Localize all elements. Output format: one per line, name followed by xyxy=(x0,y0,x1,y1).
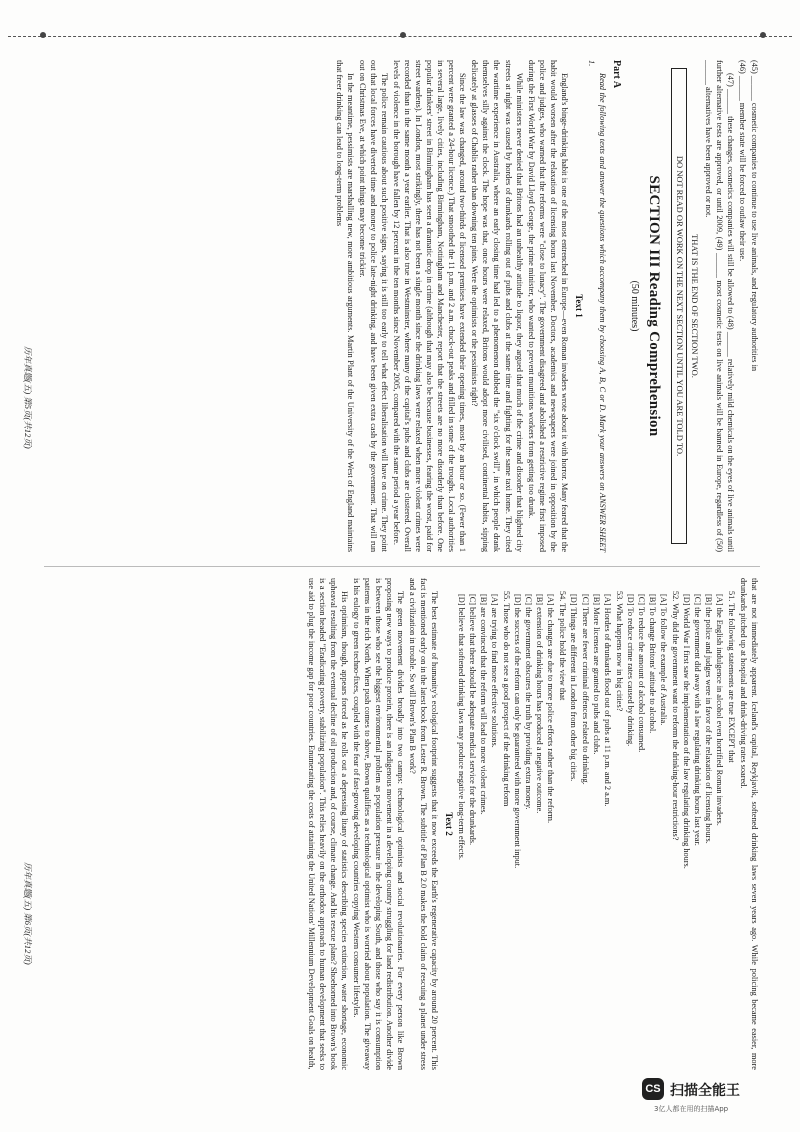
question-51-option: [C] the government did away with a law regulating drinking hours last year. xyxy=(692,594,702,846)
part-title: Part A xyxy=(611,60,623,89)
scanner-app-name: 扫描全能王 xyxy=(670,1083,740,1099)
question-55-option: [A] are trying to find more effective solutions. xyxy=(490,594,500,748)
question-55-option: [D] believe that softened drinking laws may produce negative long-term effects. xyxy=(457,594,467,860)
question-52-option: [A] To follow the example of Australia. xyxy=(658,594,668,726)
text-2-paragraph: The best estimate of humanity's ecological footprint suggests that it now exceeds the Earth's regenerative capacity by around 20 percent. This fact is mentioned early on in the latest book from Lester R. Brown. The subtitle of Plan B 2.0 makes the bold claim of rescuing a planet under stress and a civilization in trouble. So will Brown's Plan B work? xyxy=(408,578,440,1070)
end-of-section-notice: THAT IS THE END OF SECTION TWO. xyxy=(689,234,700,378)
section-title: SECTION III Reading Comprehension xyxy=(646,175,663,437)
instructions: Read the following texts and answer the questions which accompany them by choosing A, B, C or D. Mark your answers on ANSWER SHEET 1. xyxy=(586,60,607,552)
question-53-option: [B] More licenses are granted to pubs and clubs. xyxy=(591,594,601,755)
question-52-option: [B] To change Britons' attitude to alcohol. xyxy=(647,594,657,734)
text-1-paragraph: In the meantime, pessimists are marshalling new, more ambitious arguments. Martin Plant of the University of the West of England maintains that freer drinking can lead to long-term problems xyxy=(335,60,356,552)
question-51: 51. The following statements are true EXCEPT that xyxy=(726,591,736,763)
question-54: 54. The police hold the view that xyxy=(558,591,568,701)
section-time: (50 minutes) xyxy=(629,280,641,332)
do-not-read-notice: DO NOT READ OR WORK ON THE NEXT SECTION UNTIL YOU ARE TOLD TO. xyxy=(671,68,686,544)
question-53-option: [C] There are fewer criminal offences related to drinking. xyxy=(580,594,590,785)
text-1-paragraph: Since the law was changed, around two-thirds of licensed premises have extended their opening times, most by an hour or so. (Fewer than 1 percent were granted a 24-hour licence.) That smoothed the 11 p.m. and 2 a.m. chuck-out peaks and filled in some of the troughs. Local authorities in several large, lively cities, including Birmingham, Nottingham and Manchester, report that the streets are no more disorderly than before. One popular drinkers' street in Birmingham has seen a dramatic drop in crime (although that may also be because businesses, fearing the worst, paid for street wardens). In London, most strikingly, there has not been a single month since the drinking laws were relaxed when more violent crimes were recorded than in the same month a year earlier. That is also true in Westminster, where many of the capital's pubs and clubs are clustered. Overall levels of violence in the borough have fallen by 12 percent in the ten months since November 2005, compared with the same period a year before. xyxy=(392,60,468,552)
question-53-option: [D] Things are different in London from other big cities. xyxy=(569,594,579,782)
text-2-paragraph: The green movement divides broadly into two camps: technological optimists and social revolutionaries. For every person like Brown proposing new ways to produce protein, there is an indigenous movement in a developing country struggling for land redistribution. Another divide is between those who see the biggest environmental problem as population pressure in the developing South, and those who say it is consumption patterns in the rich North. When push comes to shove, Brown qualifies as a technological optimist who is worried about population. The giveaway is his eulogy to green techno-fixes, coupled with the fear of fast-growing developing countries copying Western consumer lifestyles. xyxy=(351,578,406,1070)
question-52: 52. Why did the government want to reform the drinking-hour restrictions? xyxy=(670,591,680,841)
text-2-paragraph: His optimism, though, appears forced as he rolls out a depressing litany of statistics describing species extinction, water shortage, economic upheaval resulting from the eventual decline of oil production and, of course, climate change. And his rescue plans? Shoehorned into Brown's book is a section headed "Eradicating poverty, stabilizing population". This relies heavily on the orthodox approach to human development that seeks to use aid to plug the income gap for poor countries. Enumerating the costs of attaining the United Nations' Millennium Development Goals on health, xyxy=(306,578,349,1070)
scanner-tagline: 3亿人都在用的扫描App xyxy=(654,1105,729,1113)
question-52-option: [D] To reduce crime rates caused by drinking. xyxy=(625,594,635,747)
text-1-continuation: that are not immediately apparent. Iceland's capital, Reykjavik, softened drinking laws seven years ago. While policing became easier, more drunkards pitched up at hospital and drink-driving rates soared. xyxy=(738,578,759,1070)
question-55-option: [C] believe that there should be adequate medical service for the drunkards. xyxy=(468,594,478,846)
scanner-watermark xyxy=(642,1078,782,1114)
question-52-option: [C] To reduce the amount of alcohol consumed. xyxy=(636,594,646,753)
cloze-item-45: (45) ______ cosmetic companies to continue to use live animals, and regulatory authorities in xyxy=(750,60,759,372)
question-54-option: [B] extension of drinking hours has produced a negative outcome. xyxy=(535,594,545,814)
question-51-option: [A] the English indulgence in alcohol even horrified Roman invaders. xyxy=(714,594,724,826)
page-footer-left: 历年真题(五) 第5页(共12页) xyxy=(23,346,33,449)
question-53: 53. What happens now in big cities? xyxy=(614,591,624,712)
text-1-paragraph: The police remain cautious about such positive signs, saying it is still too early to tell what effect liberalisation will have on crime. They point out that local forces have diverted time and money to police late-night drinking, and have been given extra cash by the government. That will run out on Christmas Eve, at which point things may become trickier. xyxy=(358,60,390,552)
question-51-option: [D] World War I first saw the implementation of the law regulating drinking hours. xyxy=(681,594,691,869)
question-54-option: [C] the government obscures the truth by providing extra money. xyxy=(524,594,534,810)
text-2-title: Text 2 xyxy=(444,812,455,836)
text-1-title: Text 1 xyxy=(573,294,584,318)
camscanner-logo-icon: CS xyxy=(642,1078,664,1100)
page-footer-right: 历年真题(五) 第6页(共12页) xyxy=(23,862,33,965)
text-1-paragraph: While ministers never denied that Britons had an unhealthy attitude to liquor, they argued that much of the crime and disorder that blighted city streets at night was caused by hordes of drunkards rolling out of pubs and clubs at the same time and fighting for the same taxi home. They cited the wartime experience in Australia, where an early closing time had led to a phenomenon dubbed the "six o'clock swill", in which people drank themselves silly against the clock. The hope was that, once hours were relaxed, Britons would adopt more civilised, continental habits, sipping delicately at glasses of Chablis rather than downing ten pints. Were the optimists or the pessimists right? xyxy=(470,60,524,552)
cloze-item-47-50: (47) ______ these changes, cosmetics companies will still be allowed to (48) ______ relatively mild chemicals on the eyes of live animals until further alternative tests are approved, or until 2009, (49) ______ most cosmetic tests on live animals will be banned in Europe, regardless of (50) ______ alternatives have been approved or not. xyxy=(703,60,735,552)
right-column xyxy=(305,578,760,1070)
column-divider xyxy=(44,566,760,567)
question-51-option: [B] the police and judges were in favor of the relaxation of licensing hours. xyxy=(703,594,713,844)
question-55-option: [B] are convinced that the reform will lead to more violent crimes. xyxy=(479,594,489,815)
question-55: 55. Those who do not see a good prospect of the drinking reform xyxy=(502,591,512,807)
left-column xyxy=(333,60,760,552)
question-53-option: [A] Hordes of drunkards flood out of pubs at 11 p.m. and 2 a.m. xyxy=(602,594,612,807)
text-1-paragraph: England's binge-drinking habit is one of the most entrenched in Europe—even Roman invaders wrote about it with horror. Many feared that the habit would worsen after the relaxation of licensing hours last November. Doctors, academics and newspapers were joined in opposition by the police and judges, who warned that the reforms were "close to lunacy". The government disagreed and abolished a restrictive regime first imposed during the First World War by David Lloyd George, the prime minister, who wanted to prevent munitions workers from getting too drunk. xyxy=(526,60,569,552)
cloze-item-46: (46) ______ member state will be forced to outlaw their use. xyxy=(737,60,747,262)
question-54-option: [D] the success of the reform can only be guaranteed with more government input. xyxy=(513,594,523,869)
question-54-option: [A] the changes are due to more police efforts rather than the reform. xyxy=(546,594,556,824)
